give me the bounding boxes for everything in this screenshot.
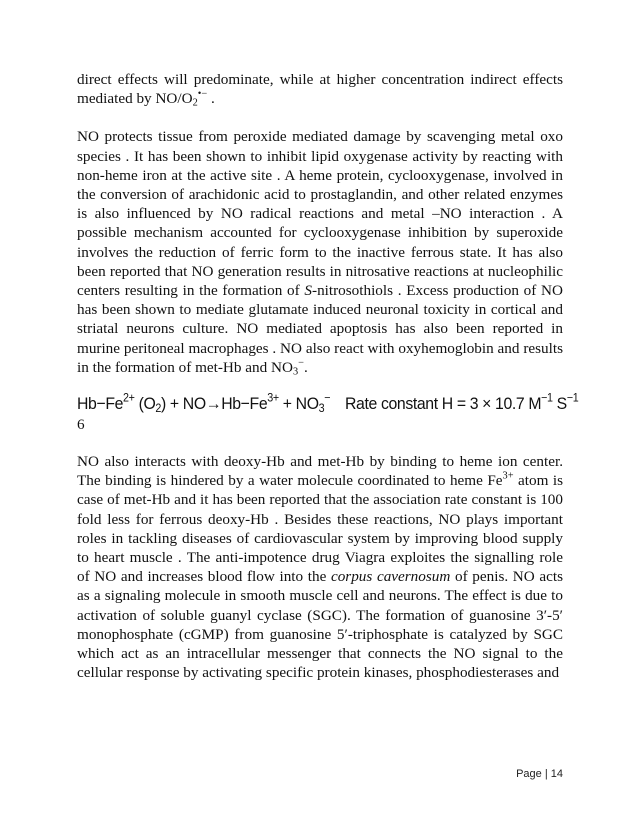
chemical-equation	[77, 392, 579, 415]
superoxide-charge: •−	[197, 88, 208, 100]
eq-hb-fe: Hb−Fe	[77, 394, 124, 414]
eq-s-exponent: −1	[566, 392, 579, 405]
fe3-charge: 3+	[502, 470, 514, 482]
paragraph-2-text-a: NO protects tissue from peroxide mediated damage by scavenging metal oxo species . It has been shown to inhibit lipid oxygenase activity by reacting with non-heme iron at the active site . A heme protein, cyclooxygenase, involved in the conversion of arachidonic acid to prostaglandin, and other related enzymes is also influenced by NO radical reactions and metal –NO interaction . A possible mechanism accounted for cyclooxygenase inhibition by superoxide involves the reduction of ferric form to the inactive ferrous state. It has also been reported that NO generation results in nitrosative reactions at nucleophilic centers resulting in the formation of	[77, 128, 563, 300]
eq-m-exponent: −1	[541, 392, 553, 405]
eq-reaction-arrow: ) + NO→Hb−Fe	[161, 394, 268, 414]
paragraph-3-text-a: NO also interacts with deoxy-Hb and met-Hb by binding to heme ion center. The binding is hindered by a water molecule coordinated to heme Fe	[77, 453, 563, 490]
paragraph-3-text-c: of penis. NO acts as a signaling molecule in smooth muscle cell and neurons. The effect is due to activation of soluble guanyl cyclase (SGC). The formation of guanosine 3′-5′ monophosphate (cGMP) from guanosine 5′-triphosphate is catalyzed by SGC which act as an intracellular messenger that connects the NO signal to the cellular response by activating specific protein kinases, phosphodiesterases and	[77, 568, 564, 682]
italic-s: S	[304, 282, 313, 300]
paragraph-2	[77, 127, 563, 377]
eq-s-unit: S	[552, 394, 567, 414]
page-body	[77, 70, 579, 682]
paragraph-3-text-b: atom is case of met-Hb and it has been reported that the association rate constant is 100 fold less for ferrous deoxy-Hb . Besides these reactions, NO plays important roles in tackling diseases of cardiovascular system by improving blood supply to heart muscle . The anti-impotence drug Viagra exploites the signalling role of NO and increases blood flow into the	[77, 472, 564, 586]
nitrate-charge: −	[298, 357, 304, 369]
o2-subscript: 2	[192, 97, 198, 109]
no3-subscript: 3	[292, 366, 299, 378]
eq-o2: (O	[134, 394, 156, 414]
italic-corpus-cavernosum: corpus cavernosum	[330, 568, 451, 586]
paragraph-2-text-b: -nitrosothiols . Excess production of NO has been shown to mediate glutamate induced neuronal toxicity in cortical and striatal neurons culture. NO mediated apoptosis has also been reported in murine peritoneal macrophages . NO also react with oxyhemoglobin and results in the formation of met-Hb and NO	[77, 282, 563, 376]
eq-fe2-charge: 2+	[123, 392, 135, 405]
equation-number: 6	[77, 416, 85, 434]
eq-fe3-charge: 3+	[267, 392, 279, 405]
paragraph-1	[77, 70, 563, 108]
eq-no3-charge: −	[324, 392, 331, 405]
eq-no3-sub: 3	[318, 402, 325, 415]
eq-rate-constant: Rate constant H = 3 × 10.7 M	[345, 394, 542, 414]
eq-o2-sub: 2	[155, 402, 162, 415]
paragraph-3	[77, 452, 563, 682]
paragraph-1-text: direct effects will predominate, while at higher concentration indirect effects mediated by NO/O	[77, 71, 563, 108]
eq-no3: + NO	[278, 394, 319, 414]
paragraph-2-end: .	[303, 358, 308, 376]
page-number: Page | 14	[516, 768, 563, 780]
paragraph-1-end: .	[207, 90, 215, 108]
